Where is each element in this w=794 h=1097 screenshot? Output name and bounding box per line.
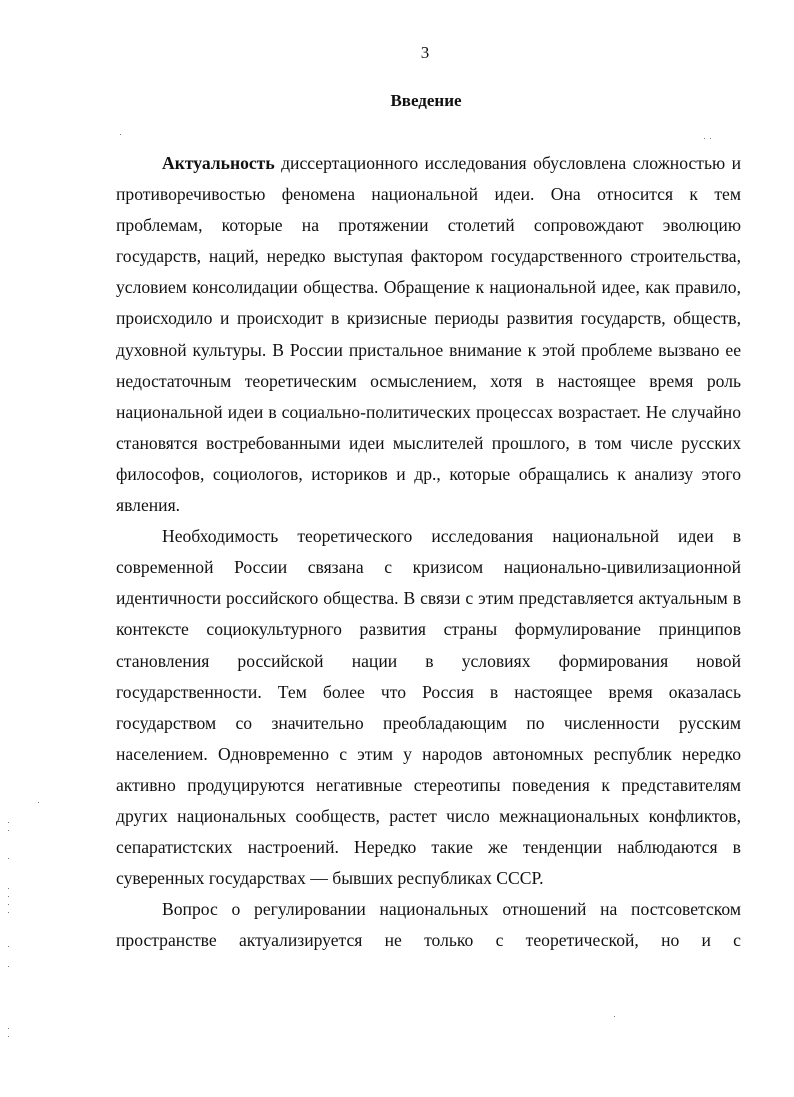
paragraph-question bbox=[116, 894, 741, 956]
paragraph-text: Необходимость теоретического исследования национальной идеи в современной России связана с кризисом национально-цивилизационной идентичности российского общества. В связи с этим представляется актуальным в контексте социокультурного развития страны формулирование принципов становления российской нации в условиях формирования новой государственности. Тем более что Россия в настоящее время оказалась государством со значительно преобладающим по численности русским населением. Одновременно с этим у народов автономных республик нередко активно продуцируются негативные стереотипы поведения к представителям других национальных сообществ, растет число межнациональных конфликтов, сепаратистских настроений. Нередко такие же тенденции наблюдаются в суверенных государствах — бывших республиках СССР. bbox=[116, 526, 741, 889]
page-number: 3 bbox=[420, 43, 430, 62]
paragraph-text: Вопрос о регулировании национальных отношений на постсоветском пространстве актуализируется не только с теоретической, но и с bbox=[116, 899, 741, 951]
paragraph-text: диссертационного исследования обусловлена сложностью и противоречивостью феномена национальной идеи. Она относится к тем проблемам, которые на протяжении столетий сопровождают эволюцию государств, наций, нередко выступая фактором государственного строительства, условием консолидации общества. Обращение к национальной идее, как правило, происходило и происходит в кризисные периоды развития государств, обществ, духовной культуры. В России пристальное внимание к этой проблеме вызвано ее недостаточным теоретическим осмыслением, хотя в настоящее время роль национальной идеи в социально-политических процессах возрастает. Не случайно становятся востребованными идеи мыслителей прошлого, в том числе русских философов, социологов, историков и др., которые обращались к анализу этого явления. bbox=[116, 153, 741, 516]
page-heading: Введение bbox=[390, 91, 462, 110]
body-text bbox=[116, 148, 741, 956]
paragraph-relevance bbox=[116, 148, 741, 521]
paragraph-necessity bbox=[116, 521, 741, 894]
paragraph-lead: Актуальность bbox=[162, 153, 275, 173]
